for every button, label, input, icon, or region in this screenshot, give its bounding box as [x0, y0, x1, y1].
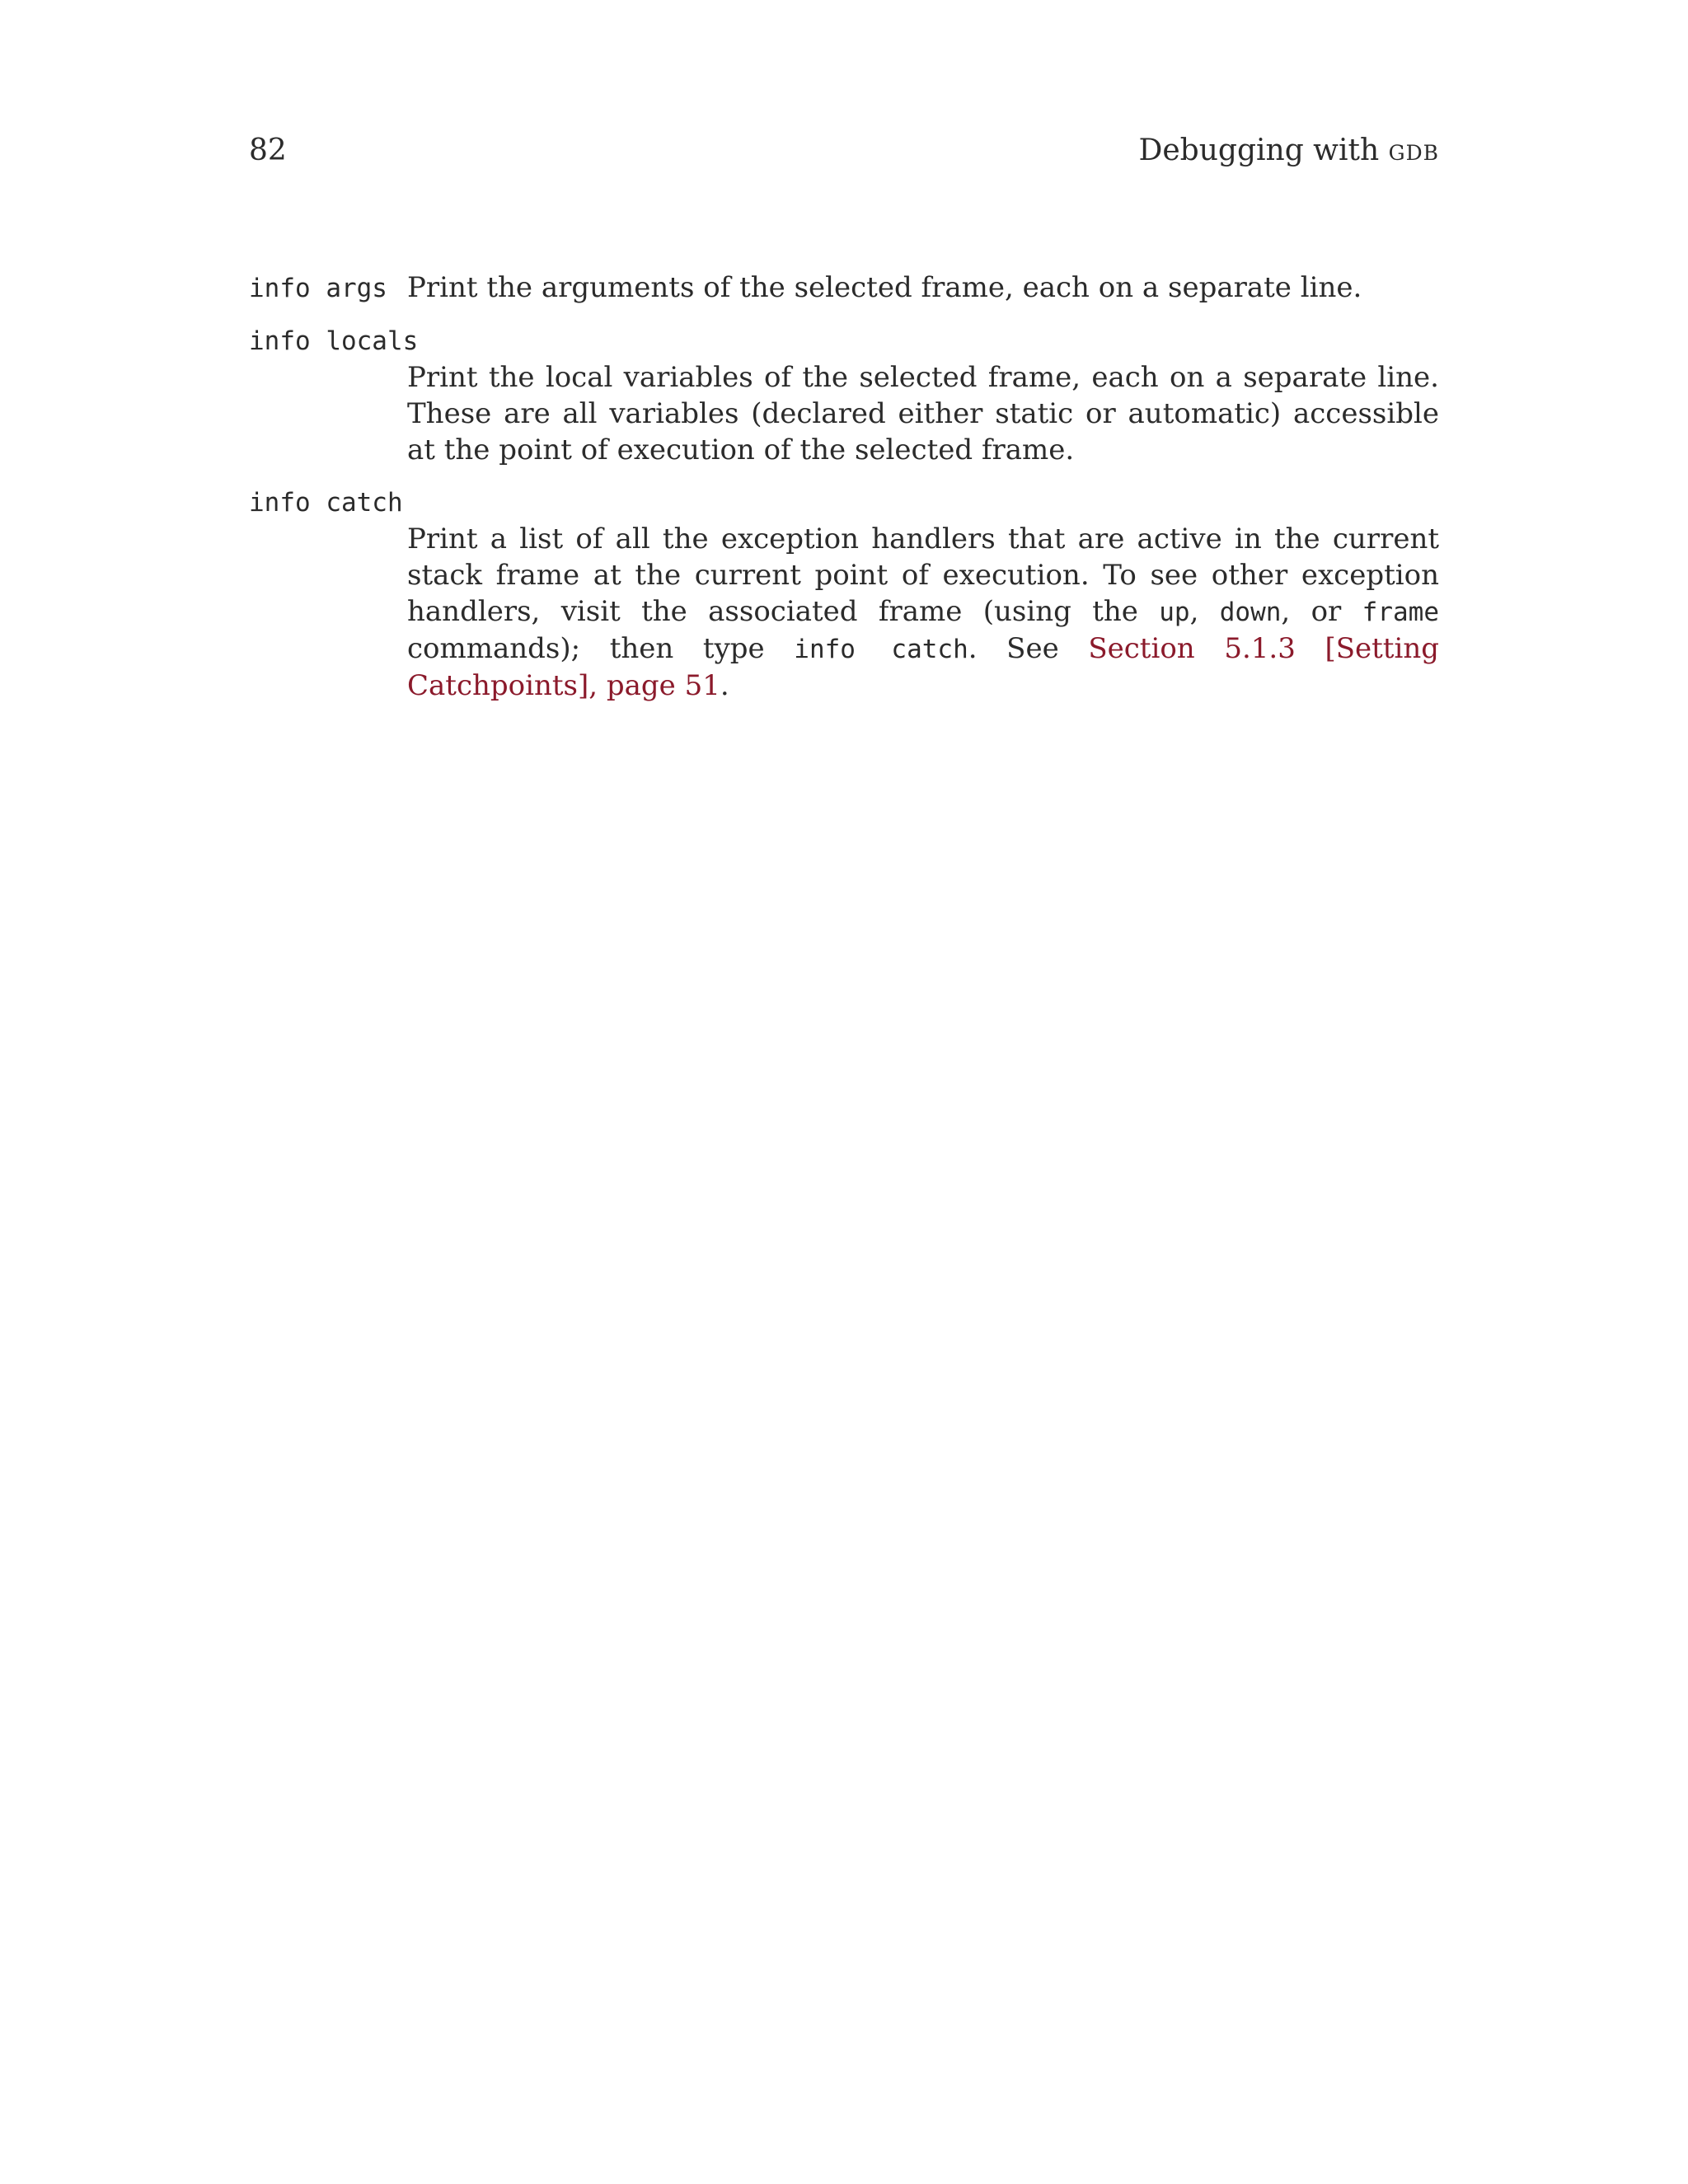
running-title-gdb: gdb	[1388, 134, 1439, 167]
desc-text: , or	[1281, 595, 1362, 628]
desc-text: Print a list of all the exception handlers that are active in the current stack frame at the current point of execution. To see other exception handlers, visit the associated frame (using the	[407, 523, 1439, 628]
entry-term-info-args: info args	[249, 274, 387, 303]
code-frame: frame	[1362, 598, 1439, 627]
entry-desc-info-catch	[407, 521, 1439, 704]
desc-text: commands); then type	[407, 632, 795, 665]
desc-text: .	[720, 669, 729, 702]
desc-text: ,	[1189, 595, 1220, 628]
entry-desc-info-locals: Print the local variables of the selected frame, each on a separate line. These are all variables (declared either static or automatic) accessible at the point of execution of the selected frame.	[407, 361, 1439, 466]
entry-term-info-locals: info locals	[249, 326, 419, 356]
code-down: down	[1219, 598, 1282, 627]
page-number: 82	[249, 134, 287, 167]
entry-desc-info-args: Print the arguments of the selected frame, each on a separate line.	[407, 271, 1362, 304]
running-title-text: Debugging with	[1138, 134, 1389, 167]
desc-text: . See	[968, 632, 1089, 665]
running-title	[1139, 130, 1440, 171]
code-info-catch: info catch	[794, 635, 968, 664]
code-up: up	[1159, 598, 1190, 627]
cross-reference-link[interactable]: Section 5.1.3 [Setting Catchpoints], page 51	[407, 632, 1439, 702]
page-header	[249, 130, 1439, 171]
entry-term-info-catch: info catch	[249, 488, 403, 518]
